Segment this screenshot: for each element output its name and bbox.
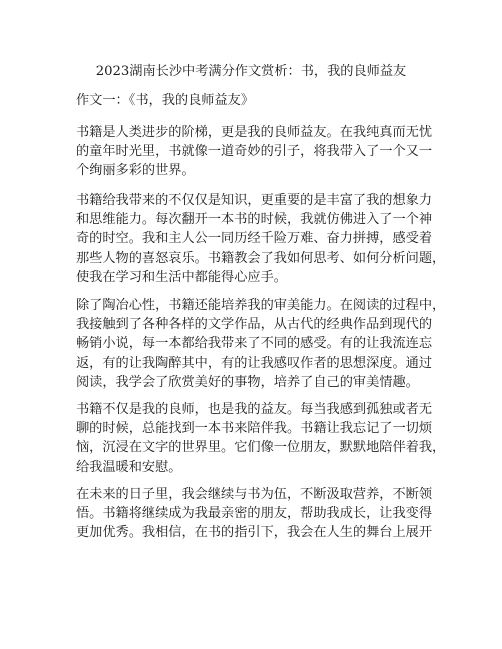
paragraph-5 [76,485,436,543]
paragraph-line: 书籍是人类进步的阶梯，更是我的良师益友。在我纯真而无忧 [76,125,433,140]
paragraph-line: 更加优秀。我相信，在书的指引下，我会在人生的舞台上展开 [76,525,433,541]
paragraph-line: 恼，沉浸在文字的世界里。它们像一位朋友，默默地陪伴着我， [76,440,446,456]
paragraph-line: 那些人物的喜怒哀乐。书籍教会了我如何思考、如何分析问题， [76,250,446,266]
paragraph-1 [76,123,436,181]
paragraph-line: 除了陶冶心性，书籍还能培养我的审美能力。在阅读的过程中， [76,298,446,313]
paragraph-4 [76,400,446,477]
paragraph-line: 奇的时空。我和主人公一同历经千险万难、奋力拼搏，感受着 [76,231,433,247]
paragraph-line: 个绚丽多彩的世界。 [76,163,195,179]
paragraph-line: 我接触到了各种各样的文学作品，从古代的经典作品到现代的 [76,317,433,333]
paragraph-2 [76,191,446,287]
paragraph-line: 书籍不仅是我的良师，也是我的益友。每当我感到孤独或者无 [76,402,433,417]
paragraph-line: 悟。书籍将继续成为我最亲密的朋友，帮助我成长，让我变得 [76,506,433,522]
paragraph-line: 在未来的日子里，我会继续与书为伍，不断汲取营养，不断领 [76,487,433,502]
paragraph-line: 使我在学习和生活中都能得心应手。 [76,269,287,285]
paragraph-line: 书籍给我带来的不仅仅是知识，更重要的是丰富了我的想象力 [76,193,433,208]
paragraph-line: 返，有的让我陶醉其中，有的让我感叹作者的思想深度。通过 [76,355,433,371]
paragraph-line: 聊的时候，总能找到一本书来陪伴我。书籍让我忘记了一切烦 [76,421,433,437]
paragraph-line: 和思维能力。每次翻开一本书的时候，我就仿佛进入了一个神 [76,212,433,228]
paragraph-line: 的童年时光里，书就像一道奇妙的引子，将我带入了一个又一 [76,144,433,160]
essay-subtitle: 作文一：《书，我的良师益友》 [76,93,255,108]
document-title: 2023湖南长沙中考满分作文赏析：书，我的良师益友 [95,64,407,79]
paragraph-3 [76,296,446,392]
paragraph-line: 给我温暖和安慰。 [76,459,182,475]
paragraph-line: 阅读，我学会了欣赏美好的事物，培养了自己的审美情趣。 [76,374,419,390]
paragraph-line: 畅销小说，每一本都给我带来了不同的感受。有的让我流连忘 [76,336,433,352]
